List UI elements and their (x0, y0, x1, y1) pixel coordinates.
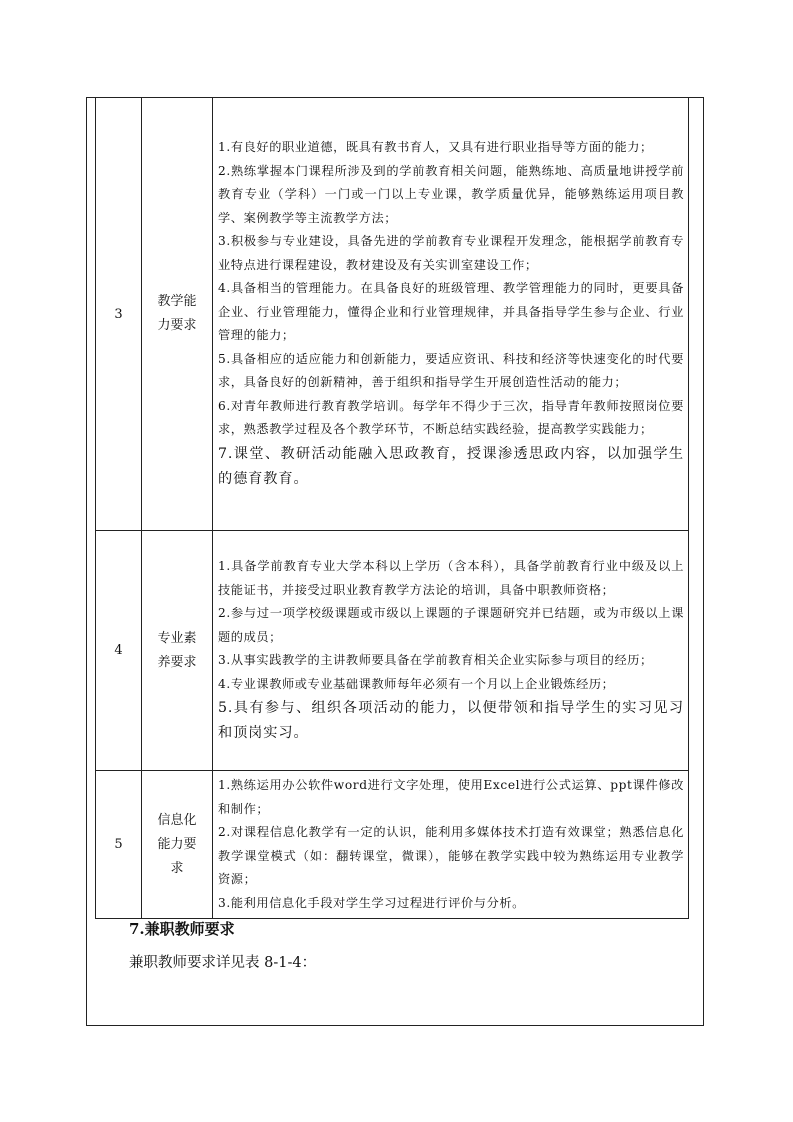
list-item: 7.课堂、教研活动能融入思政教育，授课渗透思政内容，以加强学生的德育教育。 (218, 445, 684, 487)
list-item: 2.熟练掌握本门课程所涉及到的学前教育相关问题，能熟练地、高质量地讲授学前教育专业（学科）一门或一门以上专业课，教学质量优异，能够熟练运用项目教学、案例教学等主流教学方法； (218, 163, 684, 225)
requirements-table (95, 97, 689, 919)
row-number: 3 (96, 98, 142, 531)
table-row (96, 98, 689, 531)
category-cell (142, 98, 213, 531)
list-item: 1.熟练运用办公软件word进行文字处理，使用Excel进行公式运算、ppt课件修改和制作； (218, 778, 684, 816)
content-cell (213, 531, 689, 771)
list-item: 3.从事实践教学的主讲教师要具备在学前教育相关企业实际参与项目的经历； (218, 653, 653, 667)
category-label: 信息化 (157, 812, 197, 828)
category-label: 养要求 (157, 654, 197, 670)
category-label: 求 (170, 860, 184, 876)
section-heading: 7.兼职教师要求 (129, 920, 235, 938)
list-item: 4.具备相当的管理能力。在具备良好的班级管理、教学管理能力的同时，更要具备企业、行业管理能力，懂得企业和行业管理规律，并具备指导学生参与企业、行业管理的能力； (218, 281, 684, 343)
category-label: 力要求 (157, 318, 197, 333)
category-cell (142, 531, 213, 771)
category-label: 专业素 (157, 630, 197, 646)
category-cell (142, 771, 213, 919)
section-text: 兼职教师要求详见表 8-1-4： (129, 955, 317, 971)
table-row (96, 531, 689, 771)
row-number: 5 (96, 771, 142, 919)
row-number: 4 (96, 531, 142, 771)
list-item: 5.具备相应的适应能力和创新能力，要适应资讯、科技和经济等快速变化的时代要求，具备良好的创新精神，善于组织和指导学生开展创造性活动的能力； (218, 351, 684, 390)
category-label: 能力要 (157, 836, 197, 852)
list-item: 4.专业课教师或专业基础课教师每年必须有一个月以上企业锻炼经历； (218, 676, 615, 691)
category-label: 教学能 (157, 294, 197, 309)
list-item: 2.对课程信息化教学有一定的认识，能利用多媒体技术打造有效课堂；熟悉信息化教学课堂模式（如：翻转课堂，微课），能够在教学实践中较为熟练运用专业教学资源； (218, 825, 684, 886)
content-cell (213, 98, 689, 531)
content-cell (213, 771, 689, 919)
list-item: 3.积极参与专业建设，具备先进的学前教育专业课程开发理念，能根据学前教育专业特点进行课程建设，教材建设及有关实训室建设工作； (218, 234, 684, 272)
list-item: 1.具备学前教育专业大学本科以上学历（含本科），具备学前教育行业中级及以上技能证书，并接受过职业教育教学方法论的培训，具备中职教师资格； (218, 559, 684, 597)
table-row (96, 771, 689, 919)
list-item: 6.对青年教师进行教育教学培训。每学年不得少于三次，指导青年教师按照岗位要求，熟悉教学过程及各个教学环节，不断总结实践经验，提高教学实践能力； (218, 398, 684, 437)
list-item: 1.有良好的职业道德，既具有教书育人，又具有进行职业指导等方面的能力； (218, 140, 653, 155)
list-item: 3.能利用信息化手段对学生学习过程进行评价与分析。 (218, 895, 525, 910)
list-item: 2.参与过一项学校级课题或市级以上课题的子课题研究并已结题，或为市级以上课题的成员； (218, 606, 684, 644)
list-item: 5.具有参与、组织各项活动的能力，以便带领和指导学生的实习见习和顶岗实习。 (218, 700, 684, 741)
